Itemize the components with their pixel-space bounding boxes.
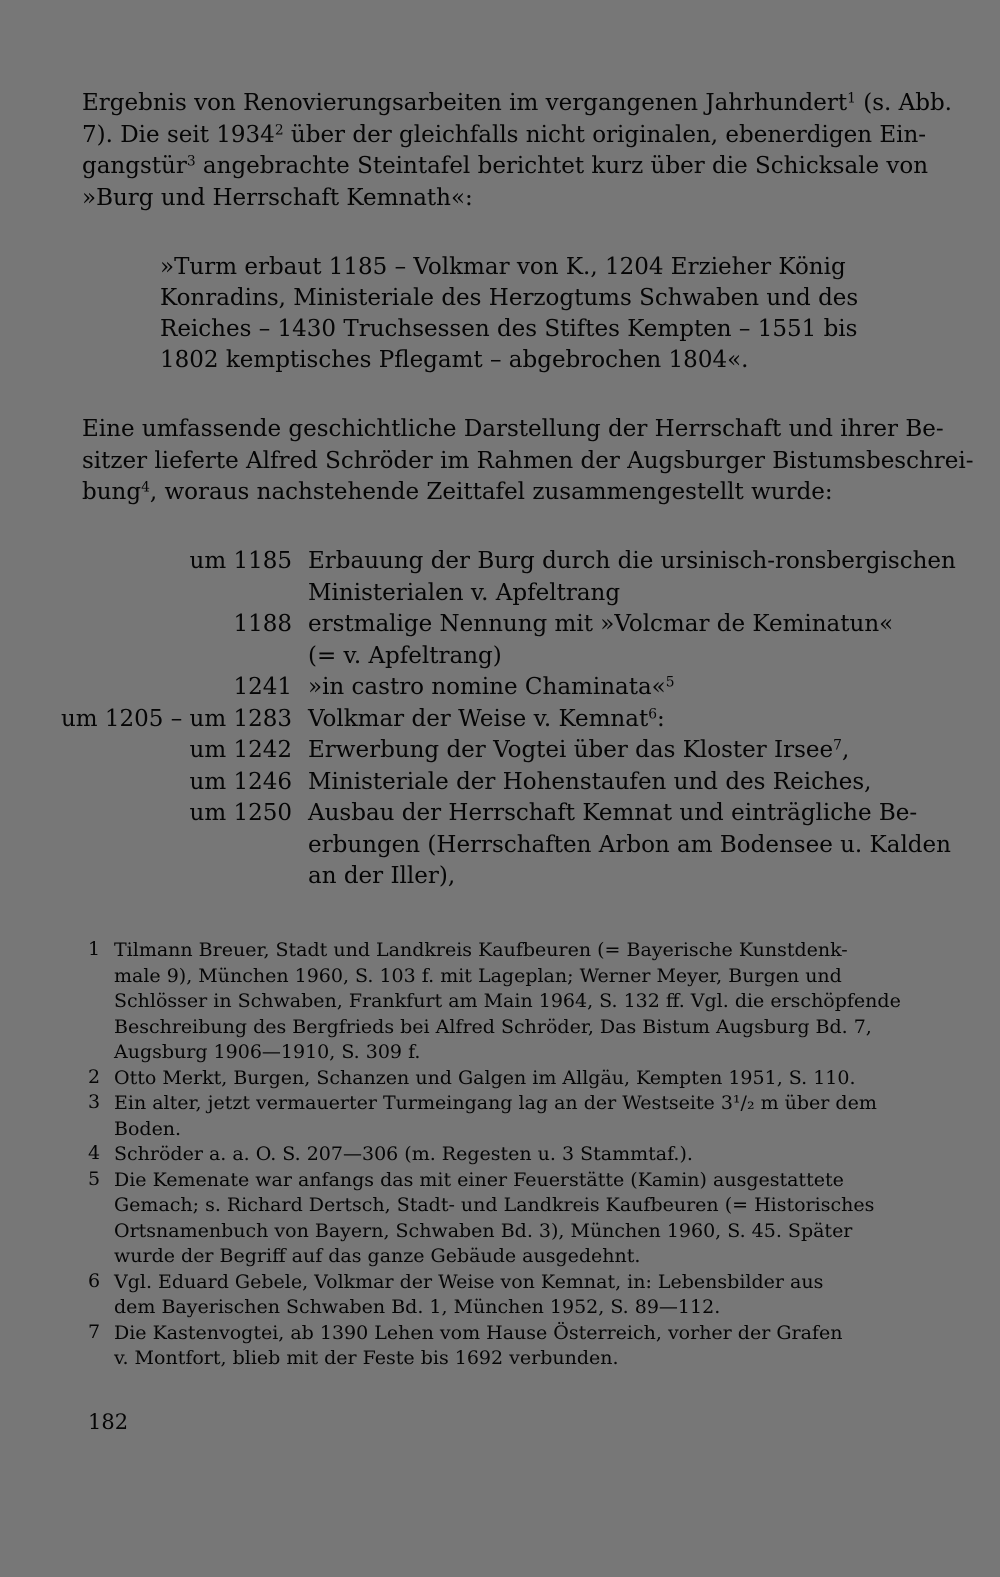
footnote — [82, 1066, 922, 1092]
chronology-row — [0, 861, 1000, 893]
chronology-row — [0, 672, 1000, 704]
text-line: 7). Die seit 1934$^2$ über der gleichfalls nicht originalen, ebenerdigen Ein- — [82, 121, 927, 148]
footnote-line: Boden. — [114, 1117, 182, 1140]
chronology-text: erbungen (Herrschaften Arbon am Bodensee u. Kalden — [308, 831, 951, 858]
footnotes — [82, 938, 922, 1372]
chronology-text: (= v. Apfeltrang) — [308, 642, 502, 669]
text-line: bung$^4$, woraus nachstehende Zeittafel zusammengestellt wurde: — [82, 479, 833, 505]
chronology-date: um 1205 – um 1283 — [60, 705, 292, 732]
chronology-date: um 1246 — [189, 768, 292, 795]
chronology-text: Volkmar der Weise v. Kemnat$^6$: — [308, 705, 665, 732]
footnote — [82, 1091, 922, 1142]
chronology-row — [0, 546, 1000, 578]
text-line: Ergebnis von Renovierungsarbeiten im vergangenen Jahrhundert$^1$ (s. Abb. — [82, 90, 952, 116]
intro-paragraph — [82, 88, 952, 214]
footnote-line: wurde der Begriff auf das ganze Gebäude ausgedehnt. — [114, 1245, 641, 1267]
text-line: gangstür$^3$ angebrachte Steintafel berichtet kurz über die Schicksale von — [82, 153, 929, 179]
inscription-quote — [160, 252, 859, 376]
footnote — [82, 1142, 922, 1168]
footnote-line: dem Bayerischen Schwaben Bd. 1, München 1952, S. 89—112. — [114, 1296, 721, 1318]
chronology-text: erstmalige Nennung mit »Volcmar de Keminatun« — [308, 611, 894, 637]
footnote-line: Otto Merkt, Burgen, Schanzen und Galgen im Allgäu, Kempten 1951, S. 110. — [114, 1066, 856, 1089]
chronology-row — [0, 641, 1000, 673]
chronology-table — [0, 546, 1000, 893]
footnote-number: 5 — [88, 1167, 101, 1190]
chronology-text: Ministeriale der Hohenstaufen und des Reiches, — [308, 768, 872, 795]
chronology-text: Erwerbung der Vogtei über das Kloster Irsee$^7$, — [308, 737, 850, 763]
footnote-number: 6 — [88, 1269, 101, 1292]
quote-line: 1802 kemptisches Pflegamt – abgebrochen 1804«. — [160, 347, 749, 373]
footnote-number: 4 — [88, 1142, 101, 1164]
chronology-row — [0, 767, 1000, 799]
quote-line: Konradins, Ministeriale des Herzogtums Schwaben und des — [160, 285, 859, 311]
chronology-row — [0, 735, 1000, 767]
chronology-date: um 1185 — [189, 548, 292, 574]
footnote — [82, 1270, 922, 1321]
footnote-line: male 9), München 1960, S. 103 f. mit Lageplan; Werner Meyer, Burgen und — [114, 964, 842, 987]
footnote — [82, 938, 922, 1066]
footnote-line: Schlösser in Schwaben, Frankfurt am Main 1964, S. 132 ff. Vgl. die erschöpfende — [114, 990, 901, 1012]
footnote-number: 3 — [88, 1091, 101, 1113]
chronology-date: 1241 — [233, 674, 292, 700]
footnote-number: 1 — [88, 938, 101, 960]
quote-line: »Turm erbaut 1185 – Volkmar von K., 1204 Erzieher König — [160, 254, 846, 280]
footnote-line: Die Kemenate war anfangs das mit einer Feuerstätte (Kamin) ausgestattete — [114, 1168, 844, 1191]
quote-line: Reiches – 1430 Truchsessen des Stiftes Kempten – 1551 bis — [160, 316, 858, 342]
chronology-date: um 1250 — [189, 800, 292, 826]
footnote-number: 7 — [88, 1320, 101, 1343]
chronology-row — [0, 609, 1000, 641]
footnote-line: v. Montfort, blieb mit der Feste bis 1692 verbunden. — [114, 1347, 619, 1369]
footnote-line: Schröder a. a. O. S. 207—306 (m. Regesten u. 3 Stammtaf.). — [114, 1143, 693, 1165]
text-line: »Burg und Herrschaft Kemnath«: — [82, 184, 473, 211]
chronology-text: »in castro nomine Chaminata«$^5$ — [308, 674, 675, 700]
chronology-row — [0, 578, 1000, 610]
text-line: Eine umfassende geschichtliche Darstellung der Herrschaft und ihrer Be- — [82, 416, 944, 442]
footnote-number: 2 — [88, 1065, 101, 1088]
history-paragraph — [82, 414, 974, 509]
chronology-text: Erbauung der Burg durch die ursinisch-ronsbergischen — [308, 548, 956, 574]
chronology-row — [0, 830, 1000, 862]
chronology-text: an der Iller), — [308, 863, 456, 889]
footnote-line: Vgl. Eduard Gebele, Volkmar der Weise von Kemnat, in: Lebensbilder aus — [114, 1270, 824, 1293]
footnote-line: Ortsnamenbuch von Bayern, Schwaben Bd. 3), München 1960, S. 45. Später — [114, 1219, 853, 1242]
footnote-line: Beschreibung des Bergfrieds bei Alfred Schröder, Das Bistum Augsburg Bd. 7, — [114, 1015, 872, 1038]
footnote-line: Tilmann Breuer, Stadt und Landkreis Kaufbeuren (= Bayerische Kunstdenk- — [114, 939, 848, 961]
chronology-text: Ministerialen v. Apfeltrang — [308, 579, 621, 606]
footnote-line: Die Kastenvogtei, ab 1390 Lehen vom Hause Österreich, vorher der Grafen — [114, 1321, 843, 1344]
chronology-text: Ausbau der Herrschaft Kemnat und einträgliche Be- — [308, 800, 918, 826]
footnote-line: Augsburg 1906—1910, S. 309 f. — [114, 1041, 421, 1063]
page-number: 182 — [88, 1410, 129, 1434]
chronology-row — [0, 704, 1000, 736]
chronology-row — [0, 798, 1000, 830]
footnote-line: Ein alter, jetzt vermauerter Turmeingang lag an der Westseite 3¹/₂ m über dem — [114, 1092, 877, 1114]
footnote — [82, 1321, 922, 1372]
footnote — [82, 1168, 922, 1270]
chronology-date: 1188 — [233, 611, 292, 637]
footnote-line: Gemach; s. Richard Dertsch, Stadt- und Landkreis Kaufbeuren (= Historisches — [114, 1194, 875, 1216]
text-line: sitzer lieferte Alfred Schröder im Rahmen der Augsburger Bistumsbeschrei- — [82, 447, 974, 474]
chronology-date: um 1242 — [189, 737, 292, 763]
